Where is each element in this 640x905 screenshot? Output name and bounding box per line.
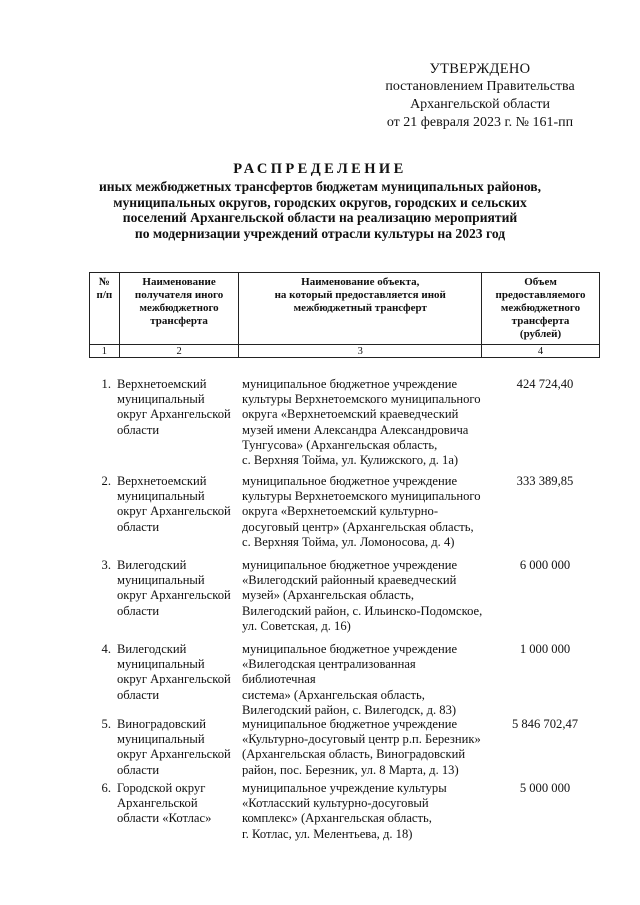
row-number: 5.: [101, 717, 111, 731]
row-number: 2.: [101, 474, 111, 488]
row-object: муниципальное бюджетное учреждение «Вилегодская централизованная библиотечная система» (Архангельская область, Вилегодский район, с. Вилегодск, д. 83): [242, 642, 458, 717]
row-amount: 424 724,40: [516, 377, 574, 391]
row-object: муниципальное бюджетное учреждение «Вилегодский районный краеведческий музей» (Архангельская область, Вилегодский район, с. Ильинско-Подомское, ул. Советская, д. 16): [242, 558, 483, 633]
subtitle-line: по модернизации учреждений отрасли культуры на 2023 год: [134, 225, 506, 241]
document-heading: [70, 160, 570, 241]
header-number: № п/п: [90, 273, 120, 345]
row-object: муниципальное бюджетное учреждение «Культурно-досуговый центр р.п. Березник» (Архангельская область, Виноградовский район, пос. Березник, ул. 8 Марта, д. 13): [242, 717, 481, 777]
document-title: РАСПРЕДЕЛЕНИЕ: [233, 161, 407, 177]
row-recipient: Городской округ Архангельской области «Котлас»: [117, 781, 212, 826]
header-amount: Объем предоставляемого межбюджетного трансферта (рублей): [482, 273, 600, 345]
document-subtitle: [70, 179, 570, 241]
header-recipient: Наименование получателя иного межбюджетного трансферта: [119, 273, 239, 345]
row-amount: 1 000 000: [519, 642, 571, 656]
row-number: 4.: [101, 642, 111, 656]
row-object: муниципальное учреждение культуры «Котласский культурно-досуговый комплекс» (Архангельская область, г. Котлас, ул. Мелентьева, д. 18): [242, 781, 447, 841]
row-object: муниципальное бюджетное учреждение культуры Верхнетоемского муниципального округа «Верхнетоемский краеведческий музей имени Александра Александровича Тунгусова» (Архангельская область, с. Верхняя Тойма, ул. Кулижского, д. 1а): [242, 377, 481, 468]
row-recipient: Вилегодский муниципальный округ Архангельской области: [117, 558, 231, 618]
subtitle-line: муниципальных округов, городских округов, городских и сельских: [113, 194, 527, 210]
column-number: 4: [482, 345, 600, 358]
row-amount: 333 389,85: [516, 474, 574, 488]
subtitle-line: поселений Архангельской области на реализацию мероприятий: [122, 210, 518, 226]
row-number: 1.: [101, 377, 111, 391]
row-recipient: Вилегодский муниципальный округ Архангельской области: [117, 642, 231, 702]
column-number: 3: [239, 345, 482, 358]
column-number: 1: [90, 345, 120, 358]
header-object: Наименование объекта, на который предоставляется иной межбюджетный трансферт: [239, 273, 482, 345]
approval-line: от 21 февраля 2023 г. № 161-пп: [386, 115, 574, 130]
distribution-table-header: [89, 272, 600, 358]
subtitle-line: иных межбюджетных трансфертов бюджетам муниципальных районов,: [98, 179, 542, 194]
row-recipient: Верхнетоемский муниципальный округ Архангельской области: [117, 377, 231, 437]
header-row: [90, 273, 600, 345]
row-number: 3.: [101, 558, 111, 572]
row-number: 6.: [101, 781, 111, 795]
column-number: 2: [119, 345, 239, 358]
approval-title: УТВЕРЖДЕНО: [429, 61, 531, 77]
row-amount: 5 000 000: [519, 781, 571, 795]
approval-line: постановлением Правительства: [385, 79, 575, 94]
row-recipient: Виноградовский муниципальный округ Архангельской области: [117, 717, 231, 777]
column-number-row: [90, 345, 600, 358]
approval-stamp: [360, 60, 600, 132]
row-amount: 6 000 000: [519, 558, 571, 572]
row-object: муниципальное бюджетное учреждение культуры Верхнетоемского муниципального округа «Верхнетоемский культурно- досуговый центр» (Архангельская область, с. Верхняя Тойма, ул. Ломоносова, д. 4): [242, 474, 481, 549]
row-recipient: Верхнетоемский муниципальный округ Архангельской области: [117, 474, 231, 534]
row-amount: 5 846 702,47: [511, 717, 579, 731]
approval-line: Архангельской области: [410, 97, 550, 112]
